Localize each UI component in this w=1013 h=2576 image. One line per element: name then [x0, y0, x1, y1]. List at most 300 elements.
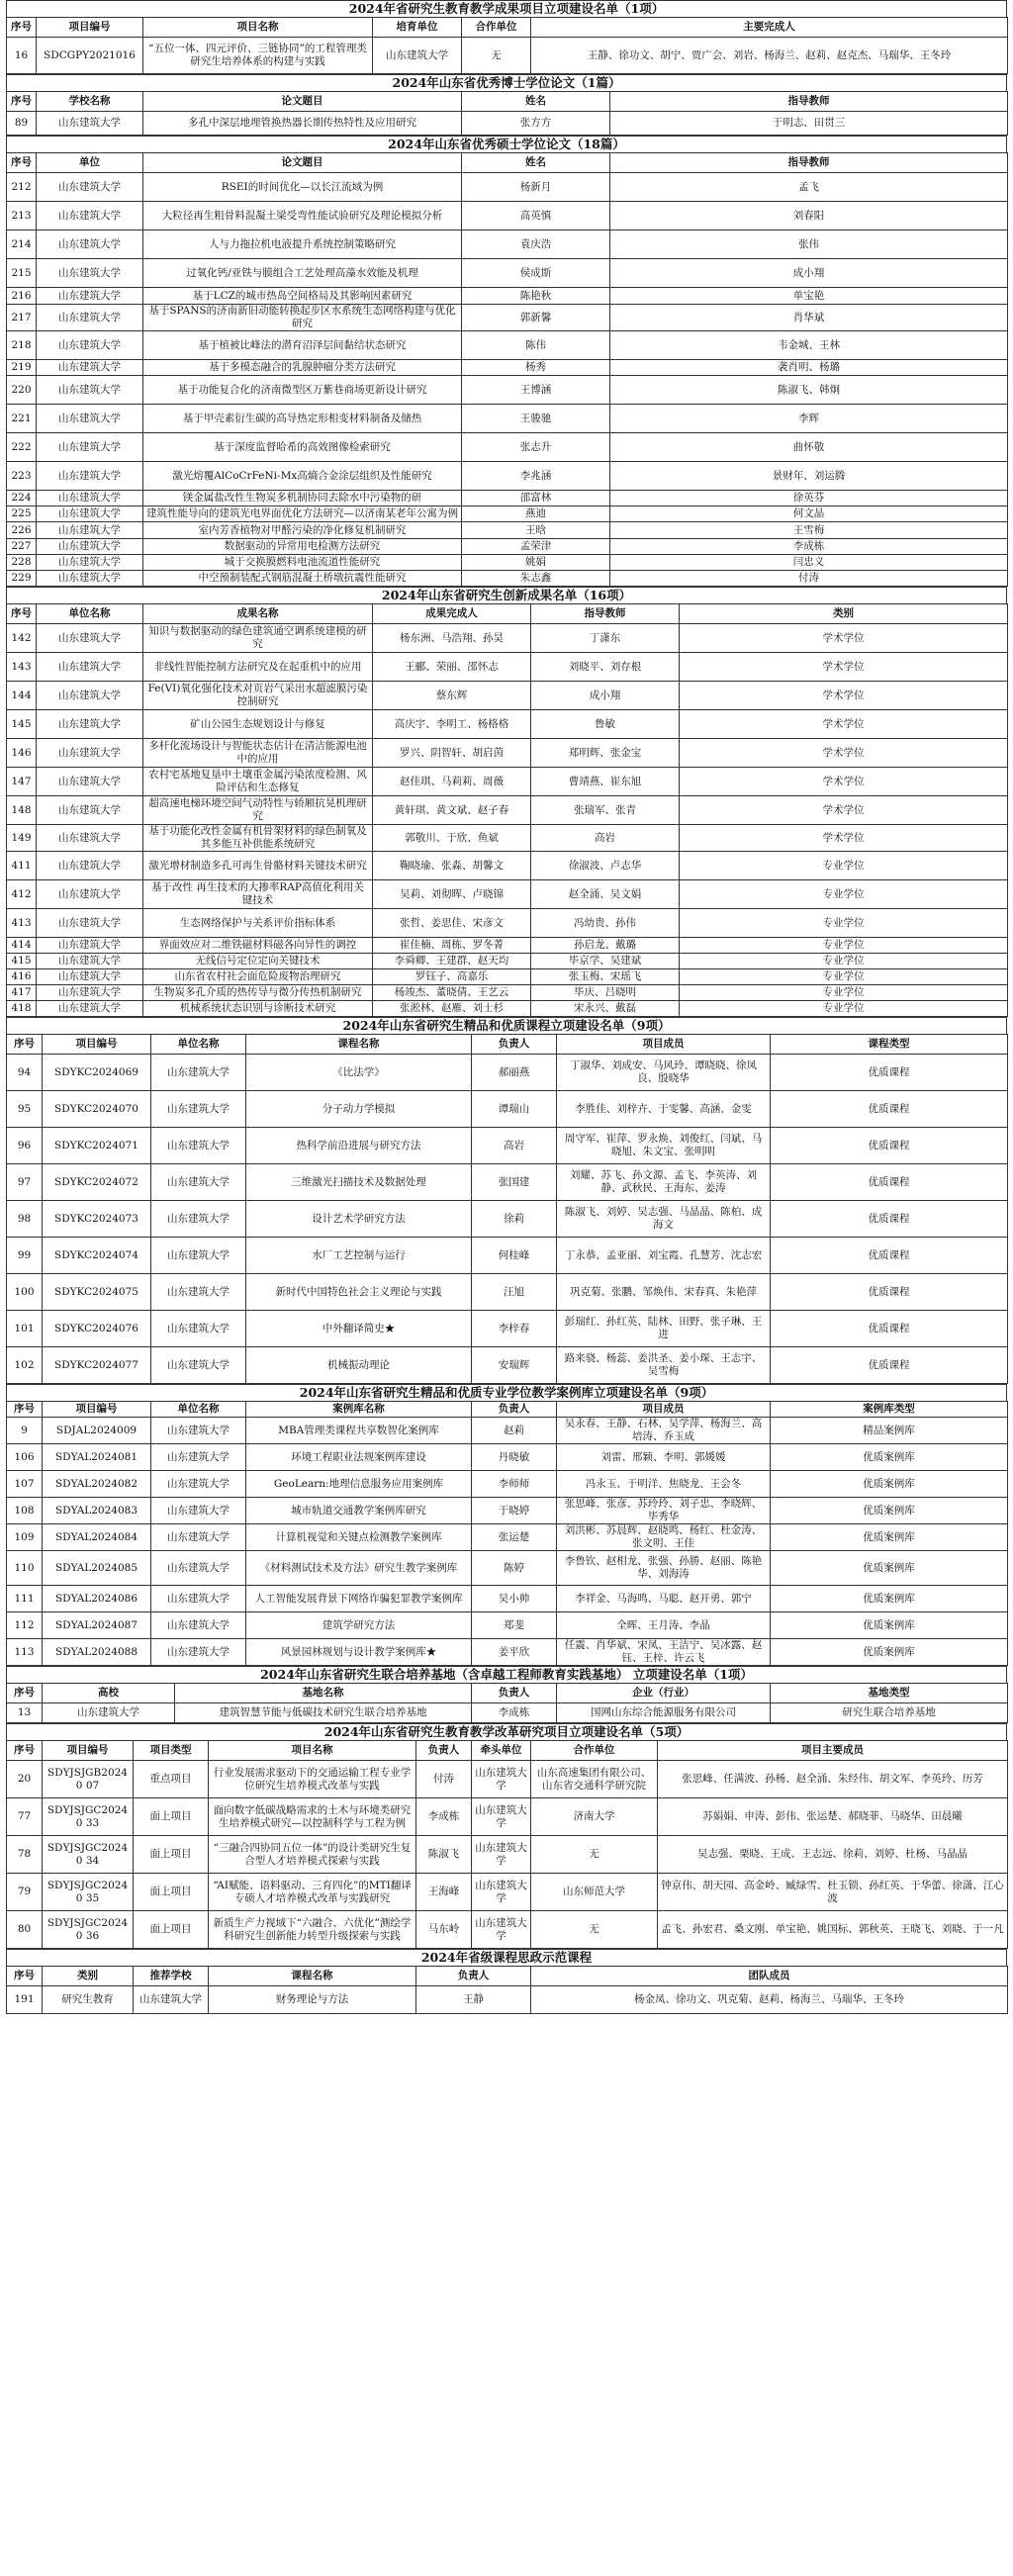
table-cell: SDYAL2024083 — [43, 1498, 151, 1524]
table-cell: SDYKC2024071 — [43, 1128, 151, 1164]
table-cell: 朱志鑫 — [462, 571, 610, 587]
table-cell: 山东建筑大学 — [43, 1703, 175, 1723]
table-row — [7, 624, 1008, 653]
table-row — [7, 938, 1008, 954]
table-cell: 79 — [7, 1874, 43, 1911]
table-row — [7, 1836, 1008, 1874]
table-cell: 张国建 — [472, 1164, 557, 1201]
table-cell: SDYKC2024077 — [43, 1347, 151, 1384]
table-cell: 鲁敏 — [531, 710, 680, 739]
table-cell: SDYAL2024082 — [43, 1471, 151, 1498]
section-6 — [6, 1666, 1007, 1723]
table-row — [7, 462, 1008, 491]
column-header: 合作单位 — [531, 1741, 658, 1761]
table-cell: 三维激光扫描技术及数据处理 — [246, 1164, 472, 1201]
table-cell: 郭敬川、于欣、鱼斌 — [373, 825, 531, 852]
table-cell: 山东建筑大学 — [151, 1128, 246, 1164]
table-cell: 100 — [7, 1274, 43, 1311]
table-cell: “AI赋能、语料驱动、三育四化”的MTI翻译专硕人才培养模式改革与实践研究 — [209, 1874, 416, 1911]
table-cell: 山东建筑大学 — [37, 880, 143, 909]
table-cell: 邵富林 — [462, 491, 610, 506]
table-cell: 李成栋 — [610, 539, 1008, 555]
column-header: 项目主要成员 — [658, 1741, 1008, 1761]
table-cell: 227 — [7, 539, 37, 555]
table-cell: 山东建筑大学 — [151, 1551, 246, 1586]
table-cell: 姚娟 — [462, 555, 610, 571]
column-header: 序号 — [7, 1402, 43, 1418]
section-8 — [6, 1949, 1007, 2014]
table-cell: 韦金城、王林 — [610, 331, 1008, 360]
table-row — [7, 571, 1008, 587]
table-cell: 陈淑飞、刘婷、吴志强、马晶晶、陈柏、成海文 — [557, 1201, 771, 1238]
table-cell: 高岩 — [472, 1128, 557, 1164]
table-cell: 80 — [7, 1911, 43, 1949]
table-cell: 228 — [7, 555, 37, 571]
table-cell: 超高速电梯环境空间气动特性与轿厢抗晃机理研究 — [143, 796, 373, 825]
section-title: 2024年山东省研究生精品和优质专业学位教学案例库立项建设名单（9项） — [6, 1384, 1007, 1401]
table-cell: 山东建筑大学 — [37, 682, 143, 710]
table-cell: 山东建筑大学 — [373, 38, 462, 74]
table-row — [7, 1703, 1008, 1723]
table-cell: 面上项目 — [134, 1798, 209, 1836]
table-cell: 马东岭 — [416, 1911, 472, 1949]
table-cell: 张思峰、张彦、苏玲玲、刘子忠、李晓辉、毕秀华 — [557, 1498, 771, 1524]
table-cell: 重点项目 — [134, 1761, 209, 1798]
column-header: 合作单位 — [462, 18, 531, 38]
table-cell: 416 — [7, 969, 37, 985]
table-cell: 刘耀、苏飞、孙文源、孟飞、李英涛、刘静、武秋民、王海东、姜涛 — [557, 1164, 771, 1201]
table-cell: 山东建筑大学 — [37, 555, 143, 571]
table-cell: 223 — [7, 462, 37, 491]
column-header: 类别 — [680, 604, 1008, 624]
section-title: 2024年山东省优秀博士学位论文（1篇） — [6, 74, 1007, 91]
table-cell: 《比法学》 — [246, 1055, 472, 1091]
table-row — [7, 880, 1008, 909]
table-cell: SDYAL2024086 — [43, 1586, 151, 1612]
table-cell: 杨秀 — [462, 360, 610, 376]
table-cell: 王博涵 — [462, 376, 610, 405]
table-cell: SDJAL2024009 — [43, 1418, 151, 1444]
column-header: 序号 — [7, 153, 37, 173]
table-cell: 优质案例库 — [771, 1586, 1008, 1612]
table-cell: 曲怀敬 — [610, 433, 1008, 462]
column-header: 学校名称 — [37, 92, 143, 112]
section-4 — [6, 1017, 1007, 1384]
table-cell: 路来骁、杨蕊、姜洪圣、姜小琛、王志宇、吴雪梅 — [557, 1347, 771, 1384]
column-header: 负责人 — [472, 1035, 557, 1055]
table-row — [7, 1091, 1008, 1128]
table-cell: SDYKC2024069 — [43, 1055, 151, 1091]
table-cell: 面向数字低碳战略需求的土木与环境类研究生培养模式研究—以控制科学与工程为例 — [209, 1798, 416, 1836]
table-cell: 丁潇东 — [531, 624, 680, 653]
column-header: 单位名称 — [151, 1035, 246, 1055]
table-cell: 无 — [462, 38, 531, 74]
table-cell: 界面效应对二维铁磁材料磁各向异性的调控 — [143, 938, 373, 954]
table-row — [7, 1274, 1008, 1311]
table-cell: 袭肖明、杨璐 — [610, 360, 1008, 376]
table-cell: 226 — [7, 522, 37, 539]
table-cell: 基于LCZ的城市热岛空间格局及其影响因素研究 — [143, 288, 462, 305]
table-cell: 行业发展需求驱动下的交通运输工程专业学位研究生培养模式改革与实践 — [209, 1761, 416, 1798]
table-row — [7, 1551, 1008, 1586]
table-cell: 97 — [7, 1164, 43, 1201]
section-table — [6, 1034, 1008, 1384]
table-cell: 张玉梅、宋瑶飞 — [531, 969, 680, 985]
column-header: 单位名称 — [37, 604, 143, 624]
table-cell: 95 — [7, 1091, 43, 1128]
table-cell: 徐莉 — [472, 1201, 557, 1238]
table-row — [7, 230, 1008, 259]
table-cell: 山东建筑大学 — [151, 1274, 246, 1311]
table-cell: 赵佳琪、马莉莉、周薇 — [373, 768, 531, 796]
table-cell: RSEI的时间优化—以长江流域为例 — [143, 173, 462, 202]
column-header: 案例库名称 — [246, 1402, 472, 1418]
table-cell: 113 — [7, 1639, 43, 1666]
column-header: 项目编号 — [43, 1741, 134, 1761]
table-cell: 吴永春、王静、石林、吴学萍、杨海兰、高培涛、乔玉成 — [557, 1418, 771, 1444]
table-cell: 城市轨道交通教学案例库研究 — [246, 1498, 472, 1524]
table-cell: 宋永兴、戴磊 — [531, 1001, 680, 1017]
column-header: 单位名称 — [151, 1402, 246, 1418]
table-row — [7, 38, 1008, 74]
table-cell: 单宝艳 — [610, 288, 1008, 305]
table-cell: 山东建筑大学 — [37, 571, 143, 587]
table-cell: 107 — [7, 1471, 43, 1498]
table-row — [7, 768, 1008, 796]
section-table — [6, 1683, 1008, 1723]
column-header: 项目成员 — [557, 1035, 771, 1055]
table-cell: 徐淑波、卢志华 — [531, 852, 680, 880]
column-header: 序号 — [7, 1741, 43, 1761]
table-cell: 郑明辉、张金宝 — [531, 739, 680, 768]
table-cell: 109 — [7, 1524, 43, 1551]
table-cell: 13 — [7, 1703, 43, 1723]
column-header: 论文题目 — [143, 92, 462, 112]
table-cell: 山东建筑大学 — [37, 230, 143, 259]
table-cell: 孙启龙、戴璐 — [531, 938, 680, 954]
table-cell: SDYJSJGC20240 35 — [43, 1874, 134, 1911]
table-cell: 111 — [7, 1586, 43, 1612]
table-cell: 山东建筑大学 — [472, 1874, 531, 1911]
table-cell: 147 — [7, 768, 37, 796]
table-cell: 国网山东综合能源服务有限公司 — [557, 1703, 771, 1723]
table-row — [7, 1639, 1008, 1666]
table-cell: 财务理论与方法 — [209, 1986, 416, 2014]
table-cell: 191 — [7, 1986, 43, 2014]
table-cell: 袁庆浩 — [462, 230, 610, 259]
column-header: 序号 — [7, 1684, 43, 1703]
table-cell: 多杆化流场设计与智能状态估计在清洁能源电池中的应用 — [143, 739, 373, 768]
table-cell: 山东建筑大学 — [151, 1524, 246, 1551]
section-title: 2024年省研究生教育教学成果项目立项建设名单（1项） — [6, 0, 1007, 17]
table-cell: 张志升 — [462, 433, 610, 462]
table-cell: 山东建筑大学 — [37, 259, 143, 288]
section-3 — [6, 587, 1007, 1017]
table-row — [7, 1586, 1008, 1612]
table-cell: 110 — [7, 1551, 43, 1586]
table-cell: 20 — [7, 1761, 43, 1798]
table-cell: 412 — [7, 880, 37, 909]
table-cell: 222 — [7, 433, 37, 462]
table-cell: 无 — [531, 1836, 658, 1874]
table-cell: 李梓春 — [472, 1311, 557, 1347]
table-row — [7, 796, 1008, 825]
table-cell: 山东建筑大学 — [37, 506, 143, 522]
table-cell: MBA管理类课程共享数智化案例库 — [246, 1418, 472, 1444]
table-row — [7, 1761, 1008, 1798]
table-cell: 面上项目 — [134, 1836, 209, 1874]
table-row — [7, 405, 1008, 433]
table-cell: 毕庆、吕晓明 — [531, 985, 680, 1001]
table-row — [7, 331, 1008, 360]
header-row — [7, 604, 1008, 624]
table-cell: 侯成斯 — [462, 259, 610, 288]
table-row — [7, 969, 1008, 985]
table-cell: 山东建筑大学 — [151, 1418, 246, 1444]
table-cell: 基于改性 再生技术的大掺率RAP高值化利用关键技术 — [143, 880, 373, 909]
table-cell: SDYAL2024087 — [43, 1612, 151, 1639]
table-cell: 曹靖燕、崔东旭 — [531, 768, 680, 796]
table-cell: 建筑学研究方法 — [246, 1612, 472, 1639]
table-cell: 优质课程 — [771, 1164, 1008, 1201]
table-row — [7, 1347, 1008, 1384]
table-cell: 149 — [7, 825, 37, 852]
table-cell: 李辉 — [610, 405, 1008, 433]
table-cell: 山东建筑大学 — [37, 852, 143, 880]
table-cell: 山东建筑大学 — [151, 1498, 246, 1524]
table-cell: “三融合四协同五位一体”的设计类研究生复合型人才培养模式探索与实践 — [209, 1836, 416, 1874]
column-header: 企业（行业） — [557, 1684, 771, 1703]
table-cell: 优质案例库 — [771, 1471, 1008, 1498]
table-cell: 411 — [7, 852, 37, 880]
table-cell: 山东建筑大学 — [151, 1639, 246, 1666]
column-header: 团队成员 — [531, 1967, 1008, 1986]
table-cell: SDYAL2024085 — [43, 1551, 151, 1586]
table-cell: 热科学前沿进展与研究方法 — [246, 1128, 472, 1164]
table-row — [7, 288, 1008, 305]
table-row — [7, 376, 1008, 405]
table-row — [7, 985, 1008, 1001]
table-cell: “五位一体、四元评价、三链协同”的工程管理类研究生培养体系的构建与实践 — [143, 38, 373, 74]
table-cell: 山东建筑大学 — [37, 624, 143, 653]
table-cell: 专业学位 — [680, 1001, 1008, 1017]
table-cell: 基于多模态融合的乳腺肿瘤分类方法研究 — [143, 360, 462, 376]
table-cell: 学术学位 — [680, 710, 1008, 739]
section-2 — [6, 136, 1007, 587]
table-cell: 98 — [7, 1201, 43, 1238]
table-cell: 山东建筑大学 — [151, 1055, 246, 1091]
table-row — [7, 305, 1008, 331]
table-cell: 李舜卿、王建群、赵天均 — [373, 954, 531, 969]
table-cell: 王海峰 — [416, 1874, 472, 1911]
table-cell: 燕迪 — [462, 506, 610, 522]
table-cell: 人工智能发展背景下网络诈骗犯罪教学案例库 — [246, 1586, 472, 1612]
table-cell: 设计艺术学研究方法 — [246, 1201, 472, 1238]
table-cell: 激光熔覆AlCoCrFeNi-Mx高熵合金涂层组织及性能研究 — [143, 462, 462, 491]
column-header: 序号 — [7, 604, 37, 624]
table-cell: 丹晓敏 — [472, 1444, 557, 1471]
column-header: 序号 — [7, 1035, 43, 1055]
section-table — [6, 17, 1008, 74]
table-cell: 专业学位 — [680, 880, 1008, 909]
column-header: 指导教师 — [610, 153, 1008, 173]
table-cell: 山东高速集团有限公司、山东省交通科学研究院 — [531, 1761, 658, 1798]
section-0 — [6, 0, 1007, 74]
table-cell: 张运楚 — [472, 1524, 557, 1551]
column-header: 项目成员 — [557, 1402, 771, 1418]
table-cell: 彭瑞红、孙红英、陆林、田野、张子琳、王进 — [557, 1311, 771, 1347]
table-cell: 215 — [7, 259, 37, 288]
table-cell: 优质案例库 — [771, 1612, 1008, 1639]
section-7 — [6, 1723, 1007, 1949]
table-cell: 杨新月 — [462, 173, 610, 202]
table-cell: 214 — [7, 230, 37, 259]
table-row — [7, 1418, 1008, 1444]
table-cell: 刘洪彬、苏晨辉、赵晓鸣、杨红、杜金涛、张文明、王佳 — [557, 1524, 771, 1551]
table-cell: 基于深度监督哈希的高效图像检索研究 — [143, 433, 462, 462]
table-cell: 室内芳香植物对甲醛污染的净化修复机制研究 — [143, 522, 462, 539]
table-cell: 优质课程 — [771, 1274, 1008, 1311]
table-row — [7, 433, 1008, 462]
table-cell: SDYAL2024084 — [43, 1524, 151, 1551]
table-row — [7, 1444, 1008, 1471]
column-header: 培育单位 — [373, 18, 462, 38]
table-row — [7, 1128, 1008, 1164]
table-cell: 冯永玉、于明洋、焦晓龙、王会冬 — [557, 1471, 771, 1498]
table-cell: 413 — [7, 909, 37, 938]
header-row — [7, 18, 1008, 38]
table-cell: 王静 — [416, 1986, 531, 2014]
table-row — [7, 1471, 1008, 1498]
table-cell: 学术学位 — [680, 624, 1008, 653]
table-cell: SDYKC2024074 — [43, 1238, 151, 1274]
table-cell: SDYKC2024072 — [43, 1164, 151, 1201]
table-cell: 优质课程 — [771, 1201, 1008, 1238]
table-cell: 96 — [7, 1128, 43, 1164]
table-cell: 新时代中国特色社会主义理论与实践 — [246, 1274, 472, 1311]
table-cell: 面上项目 — [134, 1911, 209, 1949]
table-cell: 山东师范大学 — [531, 1874, 658, 1911]
table-cell: 山东建筑大学 — [37, 112, 143, 136]
table-cell: 基于功能化改性金属有机骨架材料的绿色制氧及其多能互补供能系统研究 — [143, 825, 373, 852]
table-cell: 专业学位 — [680, 954, 1008, 969]
table-cell: 山东建筑大学 — [37, 954, 143, 969]
table-cell: SDYAL2024081 — [43, 1444, 151, 1471]
column-header: 牵头单位 — [472, 1741, 531, 1761]
table-cell: 山东建筑大学 — [151, 1238, 246, 1274]
table-cell: 谭瑞山 — [472, 1091, 557, 1128]
section-title: 2024年山东省研究生精品和优质课程立项建设名单（9项） — [6, 1017, 1007, 1034]
table-cell: 环境工程职业法规案例库建设 — [246, 1444, 472, 1471]
table-cell: 102 — [7, 1347, 43, 1384]
column-header: 指导教师 — [610, 92, 1008, 112]
table-row — [7, 1524, 1008, 1551]
table-cell: 优质案例库 — [771, 1444, 1008, 1471]
table-row — [7, 852, 1008, 880]
table-cell: 城于交换膜燃料电池流道性能研究 — [143, 555, 462, 571]
table-cell: 山东建筑大学 — [37, 202, 143, 230]
table-cell: 王骏驰 — [462, 405, 610, 433]
column-header: 项目编号 — [37, 18, 143, 38]
table-row — [7, 1612, 1008, 1639]
table-cell: 山东建筑大学 — [151, 1347, 246, 1384]
table-cell: 生物炭多孔介质的热传导与微分传热机制研究 — [143, 985, 373, 1001]
header-row — [7, 1402, 1008, 1418]
table-cell: 225 — [7, 506, 37, 522]
column-header: 序号 — [7, 92, 37, 112]
table-cell: SDYJSJGB20240 07 — [43, 1761, 134, 1798]
table-cell: 212 — [7, 173, 37, 202]
table-cell: 刘春阳 — [610, 202, 1008, 230]
table-cell: 研究生教育 — [43, 1986, 134, 2014]
table-row — [7, 710, 1008, 739]
section-1 — [6, 74, 1007, 136]
table-cell: 216 — [7, 288, 37, 305]
table-cell: 郑斐 — [472, 1612, 557, 1639]
table-cell: 优质课程 — [771, 1238, 1008, 1274]
table-cell: 何文晶 — [610, 506, 1008, 522]
table-cell: 孟飞 — [610, 173, 1008, 202]
table-cell: 山东建筑大学 — [37, 173, 143, 202]
table-cell: 王郦、荣丽、邵怀志 — [373, 653, 531, 682]
table-cell: 赵全涌、吴文娟 — [531, 880, 680, 909]
table-cell: 基于甲壳素衍生碳的高导热定形相变材料制备及储热 — [143, 405, 462, 433]
column-header: 项目编号 — [43, 1035, 151, 1055]
table-cell: 机械振动理论 — [246, 1347, 472, 1384]
table-cell: 任震、肖华斌、宋凤、王洁宁、吴冰露、赵钰、王梓、许云飞 — [557, 1639, 771, 1666]
table-cell: 优质案例库 — [771, 1524, 1008, 1551]
header-row — [7, 1035, 1008, 1055]
table-cell: 郭新馨 — [462, 305, 610, 331]
table-row — [7, 522, 1008, 539]
table-cell: 李兆涵 — [462, 462, 610, 491]
column-header: 课程名称 — [246, 1035, 472, 1055]
table-cell: 专业学位 — [680, 909, 1008, 938]
table-cell: 分子动力学模拟 — [246, 1091, 472, 1128]
table-cell: 山东建筑大学 — [37, 796, 143, 825]
table-cell: 基于植被比峰法的潜育沼泽层间黏结状态研究 — [143, 331, 462, 360]
column-header: 基地类型 — [771, 1684, 1008, 1703]
table-cell: 148 — [7, 796, 37, 825]
table-cell: SDYJSJGC20240 36 — [43, 1911, 134, 1949]
table-cell: 414 — [7, 938, 37, 954]
column-header: 案例库类型 — [771, 1402, 1008, 1418]
table-cell: 112 — [7, 1612, 43, 1639]
table-row — [7, 1238, 1008, 1274]
section-table — [6, 91, 1008, 136]
table-cell: 于晓婷 — [472, 1498, 557, 1524]
table-cell: 冯幼贵、孙伟 — [531, 909, 680, 938]
table-cell: 146 — [7, 739, 37, 768]
section-title: 2024年山东省研究生联合培养基地（含卓越工程师教育实践基地） 立项建设名单（1项） — [6, 1666, 1007, 1683]
table-cell: SDYKC2024073 — [43, 1201, 151, 1238]
table-cell: 山东建筑大学 — [37, 491, 143, 506]
table-cell: 陈淑飞 — [416, 1836, 472, 1874]
table-cell: 山东建筑大学 — [37, 985, 143, 1001]
table-cell: 143 — [7, 653, 37, 682]
table-cell: 李鲁钦、赵相龙、张强、孙勝、赵丽、陈艳华、刘海涛 — [557, 1551, 771, 1586]
table-cell: SDYKC2024070 — [43, 1091, 151, 1128]
table-cell: 219 — [7, 360, 37, 376]
column-header: 课程类型 — [771, 1035, 1008, 1055]
table-cell: 王雪梅 — [610, 522, 1008, 539]
table-cell: 杨竣杰、董晓倩、王艺云 — [373, 985, 531, 1001]
table-cell: 417 — [7, 985, 37, 1001]
table-cell: 风景园林规划与设计教学案例库★ — [246, 1639, 472, 1666]
table-cell: 罗钰子、高嘉乐 — [373, 969, 531, 985]
table-cell: 周守军、崔萍、罗永焕、刘俊红、闫斌、马晓旭、朱文宝、张明明 — [557, 1128, 771, 1164]
table-cell: 9 — [7, 1418, 43, 1444]
